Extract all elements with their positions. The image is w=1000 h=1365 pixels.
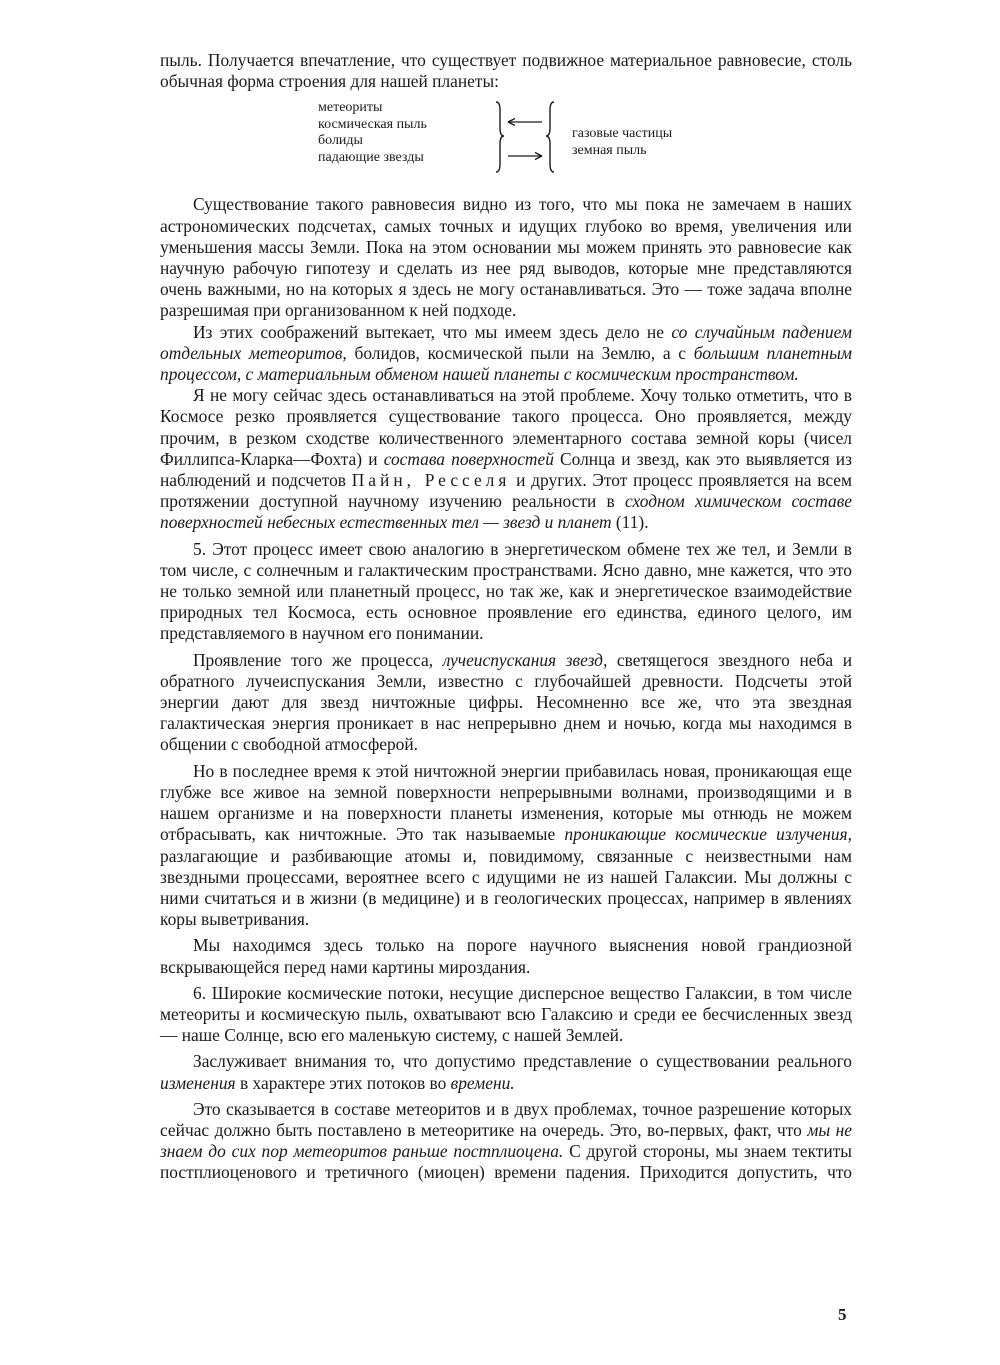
page-number: 5 (838, 1305, 847, 1324)
paragraph-text: Солнца и звезд, как это выявляется из наблюдений и подсчетов (160, 448, 852, 491)
italic-phrase: большим планетным процессом, с материальным обменом нашей планеты с космическим пространством. (160, 342, 852, 385)
paragraph-6 (160, 983, 852, 1047)
diagram-left-item: падающие звезды (318, 149, 424, 165)
italic-phrase: мы не знаем до сих пор метеоритов раньше постплиоцена. (160, 1119, 852, 1162)
paragraph-threshold (160, 935, 852, 977)
paragraph-text: в характере этих потоков во (235, 1072, 451, 1093)
paragraph-attention (160, 1051, 852, 1093)
paragraph-text: Существование такого равновесия видно из того, что мы пока не замечаем в наших астрономических подсчетах, самых точных и идущих глубоко во время, увеличения или уменьшения массы Земли. Пока на этом основании мы можем принять это равновесие как научную рабочую гипотезу и сделать из нее ряд выводов, которые мне представляются очень важными, но на которых я здесь не могу останавливаться. Это — тоже задача вполне разрешимая при организованном к ней подходе. (160, 194, 852, 321)
italic-phrase: лучеиспускания звезд, (442, 649, 608, 670)
paragraph-5 (160, 539, 852, 645)
paragraph-equilibrium (160, 194, 852, 321)
paragraph-cosmic-rays (160, 761, 852, 931)
paragraph-meteorites (160, 322, 852, 386)
italic-phrase: изменения (160, 1072, 236, 1093)
paragraph-text: Это сказывается в составе метеоритов и в двух проблемах, точное разрешение которых сейчас должно быть поставлено в метеоритике на очередь. Это, во-первых, факт, что (160, 1098, 852, 1140)
paragraph-text: светящегося звездного неба и обратного лучеиспускания Земли, известно с глубочайшей древности. Подсчеты этой энергии дают для звезд ничтожные цифры. Несомненно все же, что эта звездная галактическая энергия проникает в нас непрерывно днем и ночью, когда мы находимся в общении с свободной атмосферой. (160, 649, 853, 755)
right-brace (546, 102, 554, 172)
paragraph-text: Но в последнее время к этой ничтожной энергии прибавилась новая, проникающая еще глубже все живое на земной поверхности непрерывными волнами, производящими и в нашем организме и на поверхности планеты изменения, которые мы отнюдь не можем отбрасывать, как ничтожные. Это так называемые (160, 760, 852, 845)
page-body (160, 50, 852, 1184)
diagram-right-item: земная пыль (572, 142, 647, 158)
diagram-left-item: болиды (318, 133, 363, 149)
diagram-braces-arrows (488, 98, 568, 176)
diagram-left-item: космическая пыль (318, 116, 427, 132)
paragraph-text: 6. Широкие космические потоки, несущие дисперсное вещество Галаксии, в том числе метеориты и космическую пыль, охватывают всю Галаксию и среди ее бесчисленных звезд — наше Солнце, всю его маленькую систему, с нашей Землей. (160, 982, 852, 1046)
italic-phrase: со случайным падением отдельных метеоритов, (160, 321, 852, 363)
paragraph-text: и других. Этот процесс проявляется на всем протяжении доступной научному изучению реальности в (160, 470, 852, 512)
paragraph-text: болидов, космической пыли на Землю, а с (346, 342, 694, 363)
exchange-diagram (160, 98, 852, 190)
left-brace (496, 102, 504, 172)
paragraph-text: С другой стороны, мы знаем тектиты постплиоценового и третичного (миоцен) времени падения. Приходится допустить, что (160, 1141, 852, 1183)
paragraph-text: Проявление того же процесса, (193, 649, 443, 670)
italic-phrase: проникающие космические излучения, (564, 824, 852, 845)
paragraph-text: Мы находимся здесь только на пороге научного выяснения новой грандиозной вскрывающейся перед нами картины мироздания. (160, 935, 852, 977)
paragraph-text: Из этих соображений вытекает, что мы имеем здесь дело не (193, 321, 672, 342)
paragraph-tektites (160, 1099, 852, 1184)
paragraph-cosmos-process (160, 385, 852, 533)
diagram-right-list (572, 126, 672, 159)
paragraph-text: Заслуживает внимания то, что допустимо представление о существовании реального (193, 1051, 852, 1072)
paragraph-text: разлагающие и разбивающие атомы и, повидимому, связанные с неизвестными нам звездными процессами, вероятнее всего с идущими не из нашей Галаксии. Мы должны с ними считаться и в жизни (в медицине) и в геологических процессах, например в явлениях коры выветривания. (160, 845, 852, 930)
paragraph-intro (160, 50, 852, 92)
paragraph-text: 5. Этот процесс имеет свою аналогию в энергетическом обмене тех же тел, и Земли в том числе, с солнечным и галактическим пространствами. Ясно давно, мне кажется, что это не только земной или планетный процесс, но так же, как и энергетическое взаимодействие природных тел Космоса, есть основное проявление его единства, единого целого, им представляемого в научном его понимании. (160, 538, 852, 644)
paragraph-intro-text: пыль. Получается впечатление, что существует подвижное материальное равновесие, столь обычная форма строения для нашей планеты: (160, 50, 852, 92)
italic-phrase: времени. (450, 1072, 515, 1093)
italic-phrase: сходном химическом составе поверхностей небесных естественных тел — звезд и планет (160, 491, 852, 533)
paragraph-text: (11). (611, 512, 649, 533)
diagram-right-item: газовые частицы (572, 126, 673, 142)
diagram-left-list (318, 100, 427, 166)
paragraph-star-radiation (160, 650, 852, 756)
paragraph-text: Я не могу сейчас здесь останавливаться на этой проблеме. Хочу только отметить, что в Космосе резко проявляется существование такого процесса. Оно проявляется, между прочим, в резком сходстве количественного элементарного состава земной коры (чисел Филлипса-Кларка—Фохта) и (160, 385, 852, 469)
spaced-names: Пайн, Ресселя (351, 470, 511, 491)
diagram-left-item: метеориты (318, 100, 383, 116)
italic-phrase: состава поверхностей (383, 448, 554, 469)
